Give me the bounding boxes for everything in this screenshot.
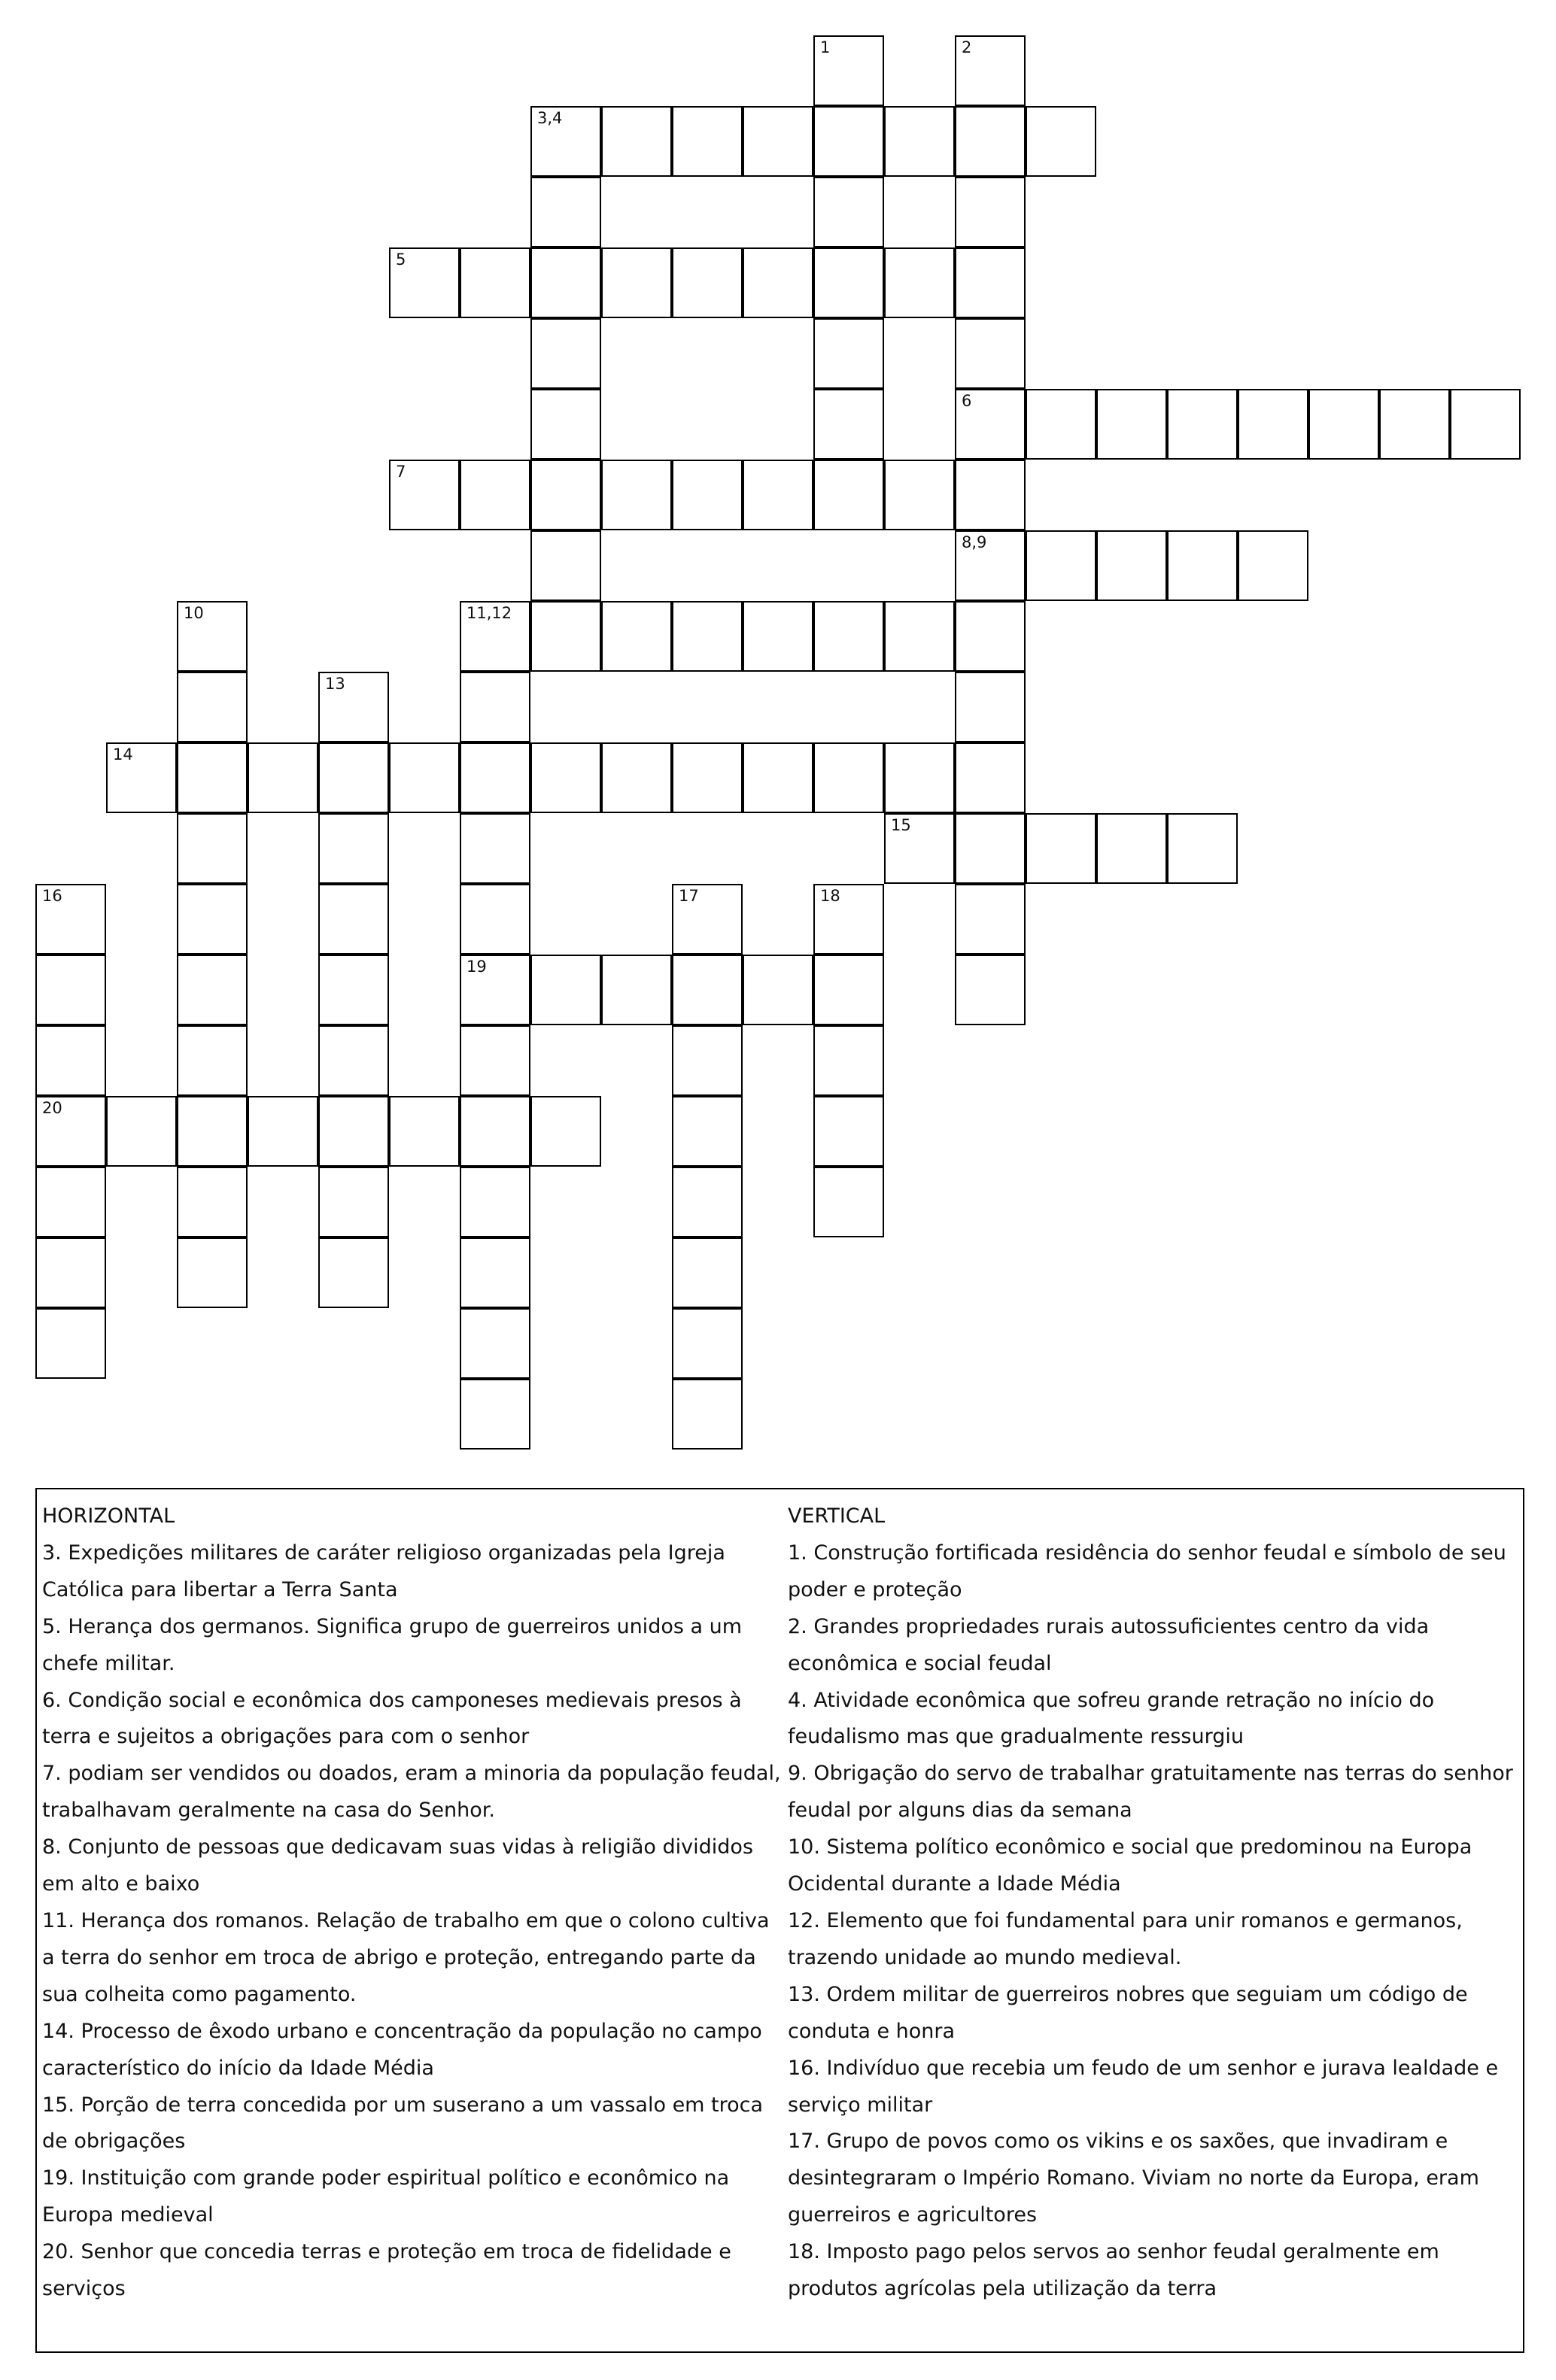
grid-cell[interactable] (1026, 389, 1096, 460)
grid-cell[interactable] (601, 460, 672, 530)
grid-cell[interactable] (318, 672, 389, 742)
clue-vertical-17: 17. Grupo de povos como os vikins e os saxões, que invadiram e desintegraram o Império Romano. Viviam no norte da Europa, eram guerreiros e agricultores (788, 2130, 1479, 2227)
clue-horizontal-14: 14. Processo de êxodo urbano e concentração da população no campo característico do início da Idade Média (42, 2019, 762, 2080)
grid-cell[interactable] (955, 601, 1026, 672)
clue-horizontal-19: 19. Instituição com grande poder espiritual político e econômico na Europa medieval (42, 2166, 730, 2227)
horizontal-heading: HORIZONTAL (42, 1504, 175, 1528)
clue-number-label: 7 (396, 463, 406, 481)
grid-cell[interactable] (672, 1167, 743, 1237)
grid-cell[interactable] (743, 247, 813, 318)
grid-cell[interactable] (672, 1096, 743, 1167)
grid-cell[interactable] (813, 318, 884, 389)
grid-cell[interactable] (955, 884, 1026, 955)
grid-cell[interactable] (530, 106, 601, 177)
grid-cell[interactable] (530, 460, 601, 530)
grid-cell[interactable] (460, 601, 530, 672)
grid-cell[interactable] (1238, 389, 1308, 460)
grid-cell[interactable] (884, 247, 955, 318)
grid-cell[interactable] (460, 884, 530, 955)
grid-cell[interactable] (35, 1025, 106, 1096)
vertical-heading: VERTICAL (788, 1504, 886, 1528)
grid-cell[interactable] (530, 177, 601, 247)
grid-cell[interactable] (743, 742, 813, 813)
grid-cell[interactable] (318, 1025, 389, 1096)
grid-cell[interactable] (35, 1237, 106, 1308)
clue-horizontal-3: 3. Expedições militares de caráter religioso organizadas pela Igreja Católica para libertar a Terra Santa (42, 1541, 725, 1601)
clue-number-label: 16 (42, 887, 62, 905)
grid-cell[interactable] (248, 1096, 318, 1167)
grid-cell[interactable] (743, 601, 813, 672)
grid-cell[interactable] (318, 1096, 389, 1167)
grid-cell[interactable] (460, 247, 530, 318)
grid-cell[interactable] (177, 742, 248, 813)
grid-cell[interactable] (813, 389, 884, 460)
grid-cell[interactable] (601, 106, 672, 177)
grid-cell[interactable] (460, 742, 530, 813)
clue-vertical-1: 1. Construção fortificada residência do senhor feudal e símbolo de seu poder e proteção (788, 1541, 1506, 1601)
clue-vertical-4: 4. Atividade econômica que sofreu grande retração no início do feudalismo mas que gradualmente ressurgiu (788, 1688, 1435, 1749)
grid-cell[interactable] (177, 813, 248, 884)
grid-cell[interactable] (460, 1237, 530, 1308)
grid-cell[interactable] (813, 884, 884, 955)
clue-number-label: 10 (184, 604, 204, 622)
clue-number-label: 6 (962, 392, 972, 410)
grid-cell[interactable] (955, 35, 1026, 106)
grid-cell[interactable] (955, 742, 1026, 813)
grid-cell[interactable] (318, 884, 389, 955)
grid-cell[interactable] (460, 672, 530, 742)
grid-cell[interactable] (1379, 389, 1450, 460)
grid-cell[interactable] (672, 884, 743, 955)
grid-cell[interactable] (1167, 389, 1238, 460)
grid-cell[interactable] (318, 955, 389, 1025)
grid-cell[interactable] (35, 1096, 106, 1167)
grid-cell[interactable] (1096, 530, 1167, 601)
grid-cell[interactable] (177, 1025, 248, 1096)
grid-cell[interactable] (955, 813, 1026, 884)
grid-cell[interactable] (955, 318, 1026, 389)
grid-cell[interactable] (460, 1025, 530, 1096)
grid-cell[interactable] (318, 813, 389, 884)
clue-number-label: 1 (820, 38, 831, 56)
grid-cell[interactable] (955, 389, 1026, 460)
grid-cell[interactable] (813, 1167, 884, 1237)
grid-cell[interactable] (672, 1308, 743, 1379)
clue-vertical-2: 2. Grandes propriedades rurais autossuficientes centro da vida econômica e social feudal (788, 1614, 1430, 1675)
grid-cell[interactable] (460, 460, 530, 530)
grid-cell[interactable] (106, 742, 177, 813)
grid-cell[interactable] (177, 1237, 248, 1308)
clue-horizontal-7: 7. podiam ser vendidos ou doados, eram a minoria da população feudal, trabalhavam geralmente na casa do Senhor. (42, 1762, 781, 1823)
grid-cell[interactable] (177, 884, 248, 955)
grid-cell[interactable] (813, 460, 884, 530)
clue-horizontal-11: 11. Herança dos romanos. Relação de trabalho em que o colono cultiva a terra do senhor em troca de abrigo e proteção, entregando parte da sua colheita como pagamento. (42, 1908, 770, 2006)
grid-cell[interactable] (743, 955, 813, 1025)
grid-cell[interactable] (884, 742, 955, 813)
grid-cell[interactable] (460, 955, 530, 1025)
grid-cell[interactable] (530, 742, 601, 813)
clue-horizontal-15: 15. Porção de terra concedida por um suserano a um vassalo em troca de obrigações (42, 2093, 764, 2154)
clue-number-label: 13 (325, 675, 345, 693)
grid-cell[interactable] (389, 742, 460, 813)
grid-cell[interactable] (177, 1167, 248, 1237)
grid-cell[interactable] (460, 1379, 530, 1450)
clue-vertical-16: 16. Indivíduo que recebia um feudo de um senhor e jurava lealdade e serviço militar (788, 2056, 1499, 2117)
grid-cell[interactable] (1096, 813, 1167, 884)
grid-cell[interactable] (672, 742, 743, 813)
grid-cell[interactable] (813, 601, 884, 672)
clue-vertical-12: 12. Elemento que foi fundamental para unir romanos e germanos, trazendo unidade ao mundo medieval. (788, 1908, 1463, 1969)
grid-cell[interactable] (955, 106, 1026, 177)
grid-cell[interactable] (318, 742, 389, 813)
clue-number-label: 3,4 (537, 109, 563, 127)
grid-cell[interactable] (672, 1379, 743, 1450)
grid-cell[interactable] (813, 1025, 884, 1096)
grid-cell[interactable] (177, 601, 248, 672)
clue-number-label: 19 (466, 958, 487, 976)
grid-cell[interactable] (1026, 813, 1096, 884)
grid-cell[interactable] (1308, 389, 1379, 460)
grid-cell[interactable] (35, 1308, 106, 1379)
grid-cell[interactable] (530, 1096, 601, 1167)
grid-cell[interactable] (530, 955, 601, 1025)
grid-cell[interactable] (177, 672, 248, 742)
grid-cell[interactable] (1238, 530, 1308, 601)
clue-horizontal-6: 6. Condição social e econômica dos camponeses medievais presos à terra e sujeitos a obrigações para com o senhor (42, 1688, 742, 1749)
grid-cell[interactable] (884, 460, 955, 530)
grid-cell[interactable] (672, 247, 743, 318)
clue-number-label: 14 (113, 745, 133, 763)
grid-cell[interactable] (318, 1167, 389, 1237)
grid-cell[interactable] (389, 1096, 460, 1167)
grid-cell[interactable] (177, 1096, 248, 1167)
grid-cell[interactable] (813, 1096, 884, 1167)
grid-cell[interactable] (35, 955, 106, 1025)
grid-cell[interactable] (460, 1308, 530, 1379)
clue-number-label: 17 (679, 887, 699, 905)
grid-cell[interactable] (106, 1096, 177, 1167)
grid-cell[interactable] (318, 1237, 389, 1308)
grid-cell[interactable] (1167, 813, 1238, 884)
grid-cell[interactable] (813, 742, 884, 813)
grid-cell[interactable] (672, 601, 743, 672)
clue-number-label: 15 (891, 816, 911, 834)
grid-cell[interactable] (1167, 530, 1238, 601)
grid-cell[interactable] (955, 177, 1026, 247)
grid-cell[interactable] (813, 106, 884, 177)
clue-vertical-9: 9. Obrigação do servo de trabalhar gratuitamente nas terras do senhor feudal por alguns dias da semana (788, 1762, 1513, 1823)
vertical-clues (788, 1498, 1514, 2308)
grid-cell[interactable] (813, 955, 884, 1025)
grid-cell[interactable] (530, 389, 601, 460)
grid-cell[interactable] (35, 884, 106, 955)
grid-cell[interactable] (530, 318, 601, 389)
grid-cell[interactable] (248, 742, 318, 813)
clue-number-label: 18 (820, 887, 840, 905)
horizontal-clues (42, 1498, 787, 2308)
grid-cell[interactable] (389, 460, 460, 530)
grid-cell[interactable] (672, 1025, 743, 1096)
grid-cell[interactable] (813, 247, 884, 318)
grid-cell[interactable] (955, 955, 1026, 1025)
grid-cell[interactable] (884, 813, 955, 884)
grid-cell[interactable] (672, 106, 743, 177)
clue-number-label: 20 (42, 1099, 62, 1117)
grid-cell[interactable] (813, 177, 884, 247)
grid-cell[interactable] (601, 955, 672, 1025)
grid-cell[interactable] (460, 1167, 530, 1237)
grid-cell[interactable] (955, 672, 1026, 742)
grid-cell[interactable] (884, 106, 955, 177)
grid-cell[interactable] (389, 247, 460, 318)
clue-number-label: 11,12 (466, 604, 512, 622)
clues-box (35, 1488, 1524, 2353)
clue-vertical-13: 13. Ordem militar de guerreiros nobres que seguiam um código de conduta e honra (788, 1982, 1468, 2043)
grid-cell[interactable] (672, 955, 743, 1025)
grid-cell[interactable] (672, 460, 743, 530)
grid-cell[interactable] (177, 955, 248, 1025)
grid-cell[interactable] (530, 601, 601, 672)
clue-horizontal-8: 8. Conjunto de pessoas que dedicavam suas vidas à religião divididos em alto e baixo (42, 1835, 754, 1896)
grid-cell[interactable] (1450, 389, 1521, 460)
clue-horizontal-5: 5. Herança dos germanos. Significa grupo de guerreiros unidos a um chefe militar. (42, 1614, 743, 1675)
clue-number-label: 8,9 (962, 533, 987, 551)
grid-cell[interactable] (955, 530, 1026, 601)
clue-horizontal-20: 20. Senhor que concedia terras e proteção em troca de fidelidade e serviços (42, 2240, 731, 2301)
grid-cell[interactable] (813, 35, 884, 106)
grid-cell[interactable] (601, 742, 672, 813)
grid-cell[interactable] (460, 813, 530, 884)
grid-cell[interactable] (955, 460, 1026, 530)
clue-vertical-10: 10. Sistema político econômico e social que predominou na Europa Ocidental durante a Idade Média (788, 1835, 1472, 1896)
grid-cell[interactable] (672, 1237, 743, 1308)
grid-cell[interactable] (530, 530, 601, 601)
clue-number-label: 5 (396, 250, 406, 269)
grid-cell[interactable] (35, 1167, 106, 1237)
grid-cell[interactable] (1026, 530, 1096, 601)
grid-cell[interactable] (955, 247, 1026, 318)
grid-cell[interactable] (743, 460, 813, 530)
clue-number-label: 2 (962, 38, 972, 56)
clue-vertical-18: 18. Imposto pago pelos servos ao senhor feudal geralmente em produtos agrícolas pela utilização da terra (788, 2240, 1439, 2301)
grid-cell[interactable] (601, 247, 672, 318)
grid-cell[interactable] (743, 106, 813, 177)
grid-cell[interactable] (884, 601, 955, 672)
grid-cell[interactable] (1096, 389, 1167, 460)
grid-cell[interactable] (460, 1096, 530, 1167)
grid-cell[interactable] (1026, 106, 1096, 177)
grid-cell[interactable] (530, 247, 601, 318)
grid-cell[interactable] (601, 601, 672, 672)
